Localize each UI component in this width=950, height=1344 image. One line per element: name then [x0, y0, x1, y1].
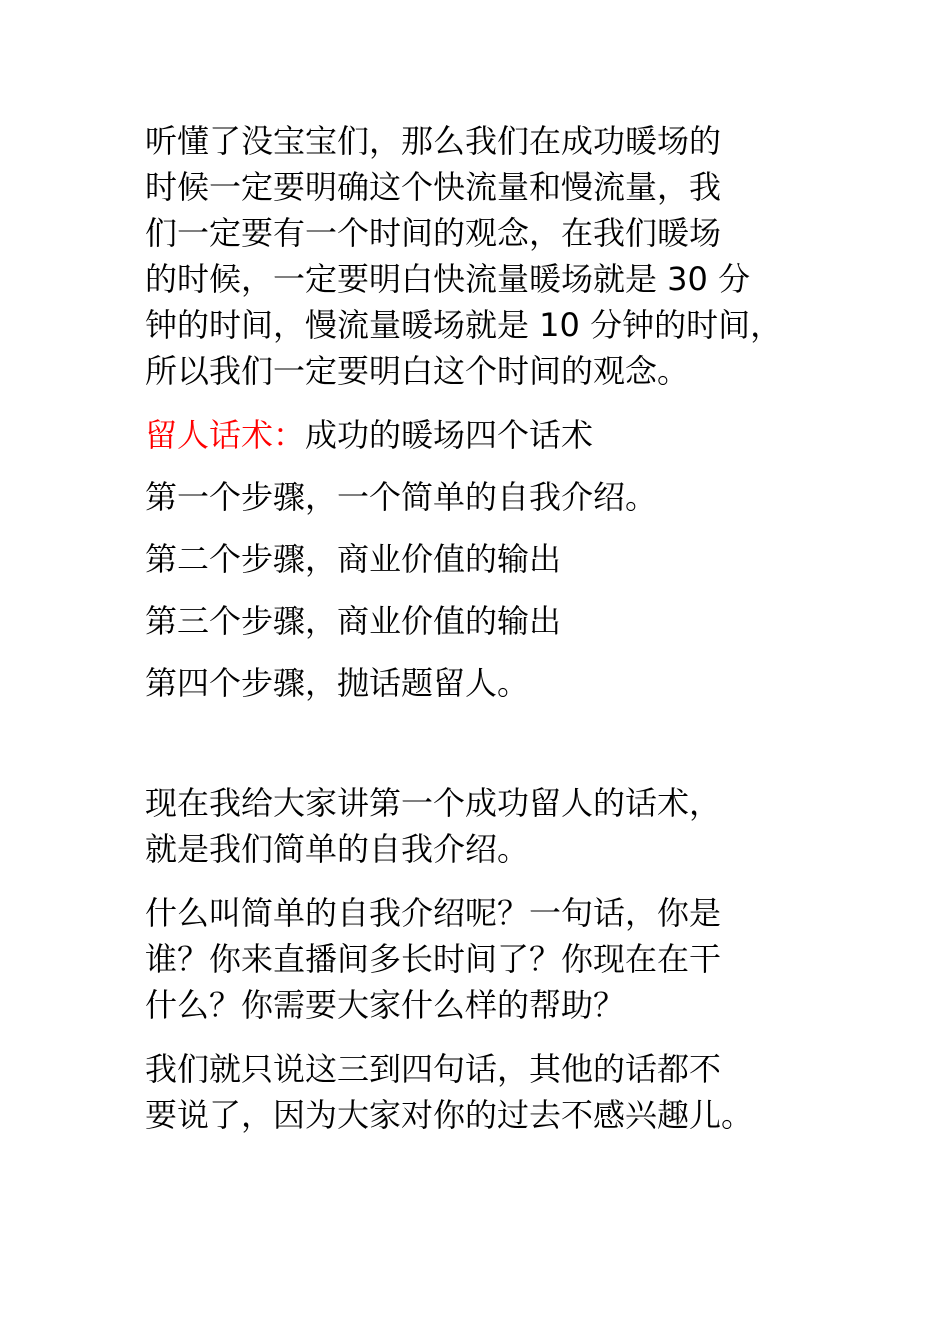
- section3-line-2: 谁？你来直播间多长时间了？你现在在干: [145, 940, 722, 978]
- section3-line-1: 什么叫简单的自我介绍呢？一句话，你是: [145, 894, 722, 932]
- heading-text: 成功的暖场四个话术: [305, 416, 594, 454]
- step-2: 第二个步骤，商业价值的输出: [145, 540, 562, 578]
- section3-line-3: 什么？你需要大家什么样的帮助？: [145, 986, 626, 1024]
- intro-line-6: 所以我们一定要明白这个时间的观念。: [145, 352, 690, 390]
- section-heading: [145, 412, 593, 458]
- section2-line-2: 就是我们简单的自我介绍。: [145, 830, 530, 868]
- intro-line-1: 听懂了没宝宝们，那么我们在成功暖场的: [145, 122, 722, 160]
- intro-line-3: 们一定要有一个时间的观念，在我们暖场: [145, 214, 722, 252]
- intro-line-4: 的时候，一定要明白快流量暖场就是 30 分: [145, 260, 751, 298]
- step-3: 第三个步骤，商业价值的输出: [145, 602, 562, 640]
- step-4: 第四个步骤，抛话题留人。: [145, 664, 530, 702]
- section4-line-2: 要说了，因为大家对你的过去不感兴趣儿。: [145, 1096, 754, 1134]
- section4-line-1: 我们就只说这三到四句话，其他的话都不: [145, 1050, 722, 1088]
- intro-line-5: 钟的时间，慢流量暖场就是 10 分钟的时间，: [145, 306, 783, 344]
- intro-line-2: 时候一定要明确这个快流量和慢流量，我: [145, 168, 722, 206]
- step-1: 第一个步骤，一个简单的自我介绍。: [145, 478, 658, 516]
- section2-line-1: 现在我给大家讲第一个成功留人的话术，: [145, 784, 722, 822]
- heading-label: 留人话术：: [145, 416, 306, 454]
